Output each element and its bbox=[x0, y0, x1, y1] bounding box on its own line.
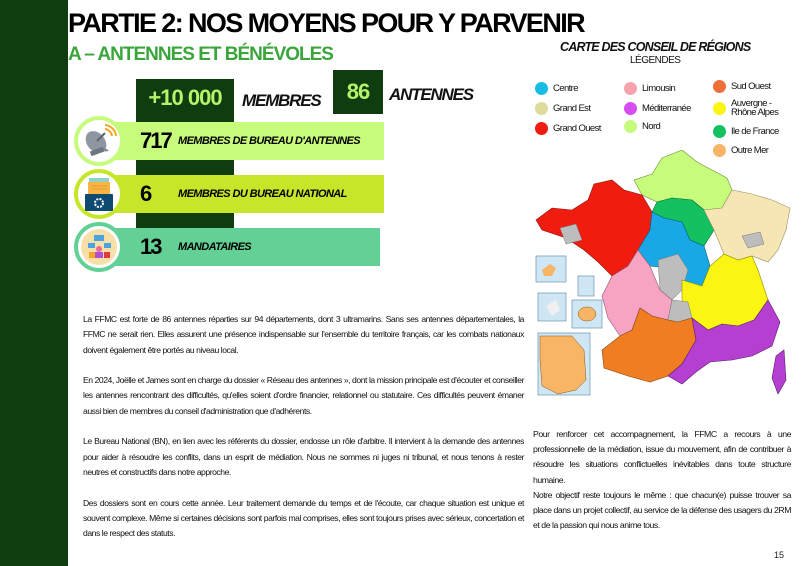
legend-dot-icon bbox=[624, 102, 637, 115]
legend-dot-icon bbox=[624, 82, 637, 95]
legend-title: LÉGENDES bbox=[630, 55, 681, 66]
document-gear-icon bbox=[74, 169, 124, 219]
stat-row-label: MANDATAIRES bbox=[178, 241, 252, 253]
stat-row-bureau-antennes bbox=[112, 122, 384, 160]
legend-item-nord: Nord bbox=[624, 120, 660, 133]
stat-members-label: MEMBRES bbox=[242, 91, 321, 110]
stat-row-bureau-national bbox=[112, 175, 384, 213]
body-paragraph: La FFMC est forte de 86 antennes réparties sur 94 départements, dont 3 ultramarins. Sans ses antennes départementales, la FFMC ne serait rien. Elles assurent une présence indispensable sur l'ensemble du territoire français, car les combats nationaux doivent également être portés au niveau local. bbox=[83, 314, 524, 355]
map-title: CARTE DES CONSEIL DE RÉGIONS bbox=[560, 40, 751, 54]
body-paragraph: Des dossiers sont en cours cette année. Leur traitement demande du temps et de l'écoute, car chaque situation est unique et souvent complexe. Même si certaines décisions sont parfois mal comprises, elles sont toujours prises avec sérieux, concertation et dans le respect des statuts. bbox=[83, 497, 524, 539]
legend-item-auvergne-rhone-alpes: Auvergne - Rhône Alpes bbox=[713, 99, 783, 117]
stat-row-value: 6 bbox=[140, 181, 151, 206]
stat-row-value: 717 bbox=[140, 128, 171, 153]
page-number: 15 bbox=[774, 550, 785, 560]
stat-antennes-label: ANTENNES bbox=[389, 85, 473, 104]
legend-dot-icon bbox=[713, 102, 726, 115]
left-accent-bar bbox=[0, 0, 68, 566]
legend-dot-icon bbox=[713, 125, 726, 138]
right-column-text bbox=[533, 427, 791, 533]
stat-antennes-value: 86 bbox=[333, 70, 383, 114]
satellite-dish-icon bbox=[74, 116, 124, 166]
legend-dot-icon bbox=[624, 120, 637, 133]
stat-members bbox=[136, 79, 321, 117]
body-paragraph: En 2024, Joëlle et James sont en charge du dossier « Réseau des antennes », dont la mission principale est d'écouter et conseiller les antennes rencontrant des difficultés, qu'elles soient d'ordre financier, relationnel ou statutaire. Ces difficultés peuvent émaner aussi bien de membres du conseil d'administration que d'adhérents. bbox=[83, 375, 524, 416]
section-subtitle: A – ANTENNES ET BÉNÉVOLES bbox=[68, 44, 333, 65]
body-paragraph: Le Bureau National (BN), en lien avec les référents du dossier, endosse un rôle d'arbitre. Il intervient à la demande des antennes pour aider à résoudre les conflits, dans un esprit de médiation. Nous ne sommes ni juges ni tribunal, et nous tenons à rester neutres et constructifs dans notre approche. bbox=[83, 436, 524, 477]
stat-row-value: 13 bbox=[140, 234, 161, 259]
team-organization-icon bbox=[74, 222, 124, 272]
stat-antennes bbox=[333, 73, 473, 111]
legend-item-grand-ouest: Grand Ouest bbox=[535, 122, 601, 135]
body-text bbox=[83, 312, 524, 557]
page-title: PARTIE 2: NOS MOYENS POUR Y PARVENIR bbox=[68, 8, 585, 38]
legend-dot-icon bbox=[535, 102, 548, 115]
right-paragraph: Notre objectif reste toujours le même : que chacun(e) puisse trouver sa place dans un projet collectif, au service de la défense des usagers du 2RM et de la passion qui nous anime tous. bbox=[533, 489, 791, 531]
legend-item-limousin: Limousin bbox=[624, 82, 675, 95]
legend-item-centre: Centre bbox=[535, 82, 578, 95]
france-regions-map bbox=[532, 150, 800, 406]
legend-dot-icon bbox=[535, 122, 548, 135]
right-paragraph: Pour renforcer cet accompagnement, la FFMC a recours à une professionnelle de la médiation, issue du mouvement, afin de contribuer à résoudre les situations conflictuelles inévitables dans toute structure humaine. bbox=[533, 429, 791, 485]
legend-item-mediterranee: Méditerranée bbox=[624, 102, 691, 115]
stat-row-mandataires bbox=[112, 228, 380, 266]
legend-item-sud-ouest: Sud Ouest bbox=[713, 80, 771, 93]
legend-dot-icon bbox=[535, 82, 548, 95]
legend-item-outre-mer: Outre Mer bbox=[713, 144, 768, 157]
stat-row-label: MEMBRES DU BUREAU NATIONAL bbox=[178, 188, 347, 200]
legend-item-grand-est: Grand Est bbox=[535, 102, 590, 115]
legend-item-ile-de-france: Ile de France bbox=[713, 125, 779, 138]
stat-row-label: MEMBRES DE BUREAU D'ANTENNES bbox=[178, 135, 360, 147]
stat-members-value: +10 000 bbox=[136, 79, 234, 117]
legend-dot-icon bbox=[713, 80, 726, 93]
